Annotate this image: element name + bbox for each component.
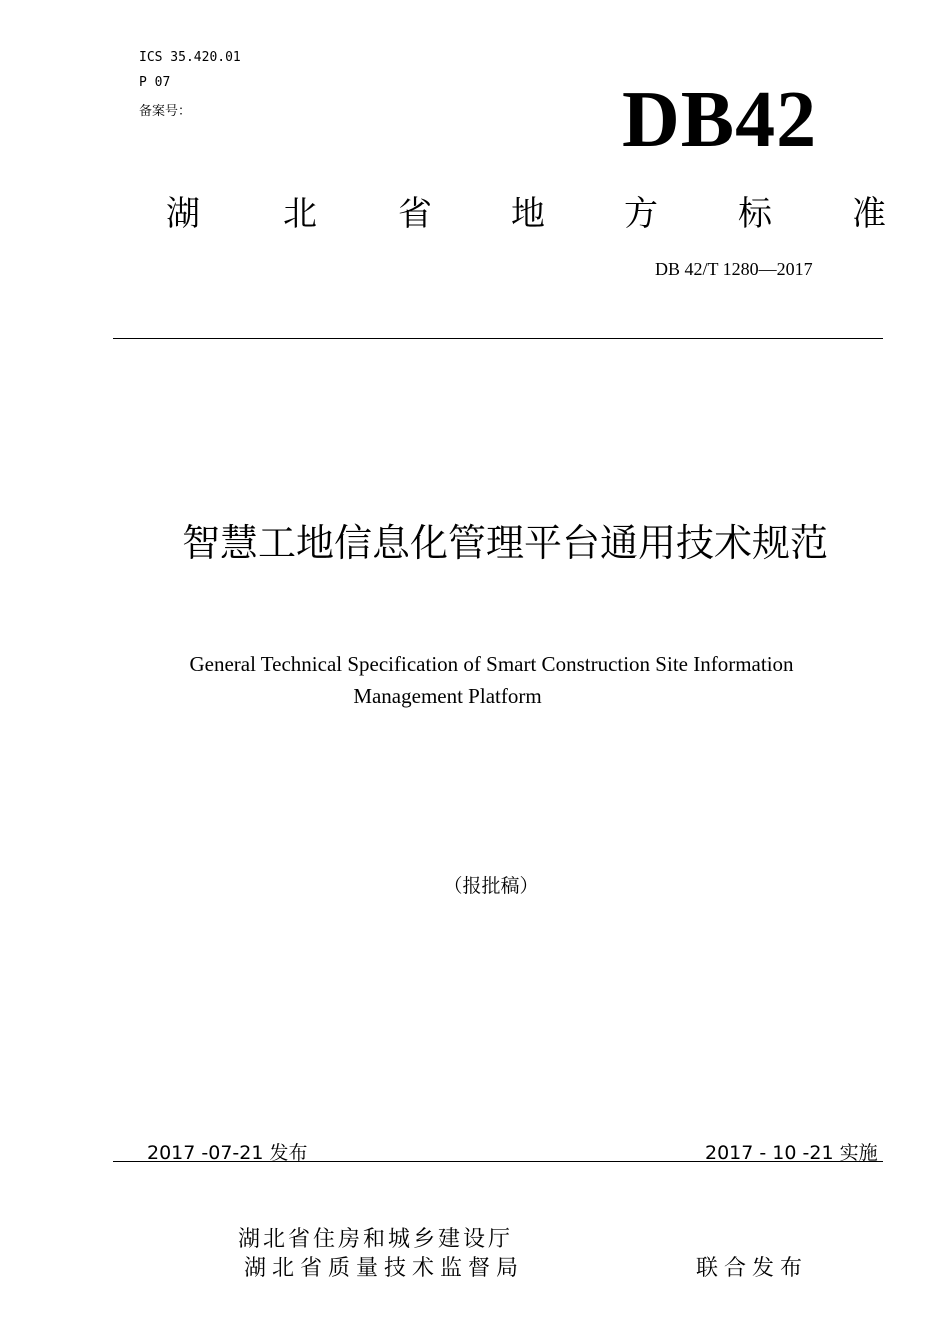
standard-level-char: 准 [852,194,886,234]
english-title-line1: General Technical Specification of Smart Construction Site Information [189,652,794,676]
chinese-title: 智慧工地信息化管理平台通用技术规范 [181,521,828,565]
standard-level-char: 地 [511,194,545,234]
standard-level-char: 标 [738,194,772,234]
standard-number: DB 42/T 1280—2017 [655,259,813,279]
issuer-housing-dept: 湖北省住房和城乡建设厅 [238,1227,514,1252]
classification-code: P 07 [139,75,171,90]
issuer-quality-bureau: 湖北省质量技术监督局 [244,1256,525,1281]
english-title-line2: Management Platform [353,684,542,708]
db-code-logo: DB42 [622,76,818,164]
ics-code: ICS 35.420.01 [139,50,241,65]
joint-release-label: 联合发布 [696,1256,809,1281]
publish-date: 2017 -07-21 发布 [147,1142,308,1164]
footer-divider [113,1161,883,1162]
standard-level-char: 湖 [166,194,200,234]
header-divider [113,338,883,339]
standard-level-char: 方 [624,194,658,234]
draft-status: （报批稿） [443,875,539,897]
standard-level-char: 北 [283,194,317,234]
implement-date: 2017 - 10 -21 实施 [705,1142,878,1164]
record-number-label: 备案号： [139,104,192,119]
standard-level-char: 省 [398,194,432,234]
